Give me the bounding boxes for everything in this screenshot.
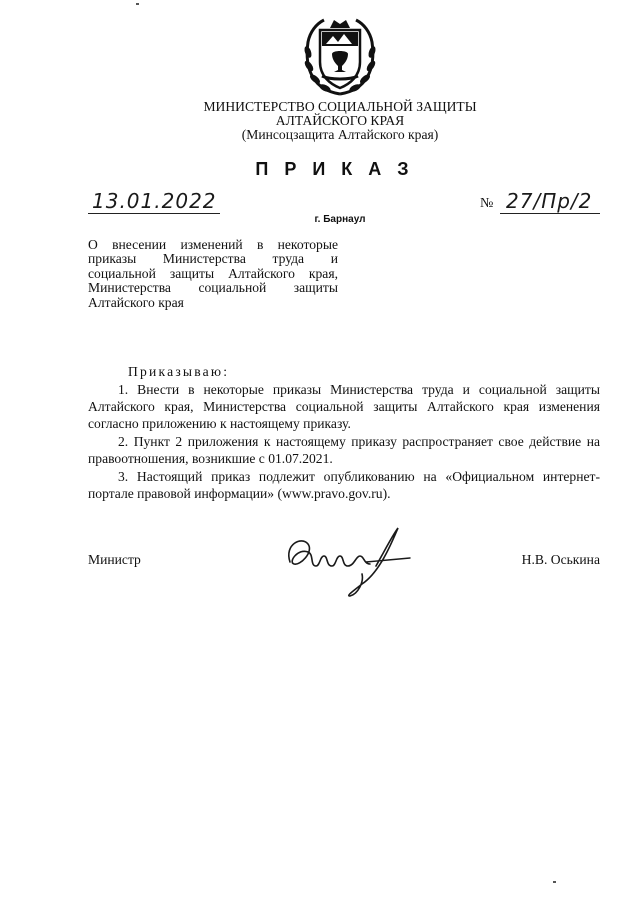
number-label: № [480,196,494,211]
paragraph-3-text: 3. Настоящий приказ подлежит опубликованию на «Официальном интернет-портале правовой информации» (www.pravo.gov.ru). [88,469,600,501]
document-date: 13.01.2022 [92,189,217,213]
ministry-name-line1: МИНИСТЕРСТВО СОЦИАЛЬНОЙ ЗАЩИТЫ [203,99,477,114]
paragraph-2 [88,433,600,467]
document-subject: О внесении изменений в некоторые приказы Министерства труда и социальной защиты Алтайского края, Министерства социальной защиты Алтайского края [88,237,338,310]
signature-name: Н.В. Оськина [521,552,600,567]
city: г. Барнаул [314,214,366,225]
order-word: Приказываю: [128,364,230,379]
paragraph-1 [88,381,600,432]
ministry-name-line2: АЛТАЙСКОГО КРАЯ [275,113,405,128]
paragraph-3 [88,468,600,502]
scan-mark [553,881,556,883]
paragraph-2-text: 2. Пункт 2 приложения к настоящему приказу распространяет свое действие на правоотношения, возникшие с 01.07.2021. [88,434,600,466]
scan-mark [136,3,139,5]
document-title: ПРИКАЗ [255,159,425,179]
signature-position: Министр [88,552,141,567]
paragraph-1-text: 1. Внести в некоторые приказы Министерства труда и социальной защиты Алтайского края, Министерства социальной защиты Алтайского края изменения согласно приложению к настоящему приказу. [88,382,600,431]
ministry-short-name: (Минсоцзащита Алтайского края) [241,127,439,142]
document-number: 27/Пр/2 [506,189,593,213]
handwritten-signature [280,522,420,602]
coat-of-arms-icon [300,14,380,98]
